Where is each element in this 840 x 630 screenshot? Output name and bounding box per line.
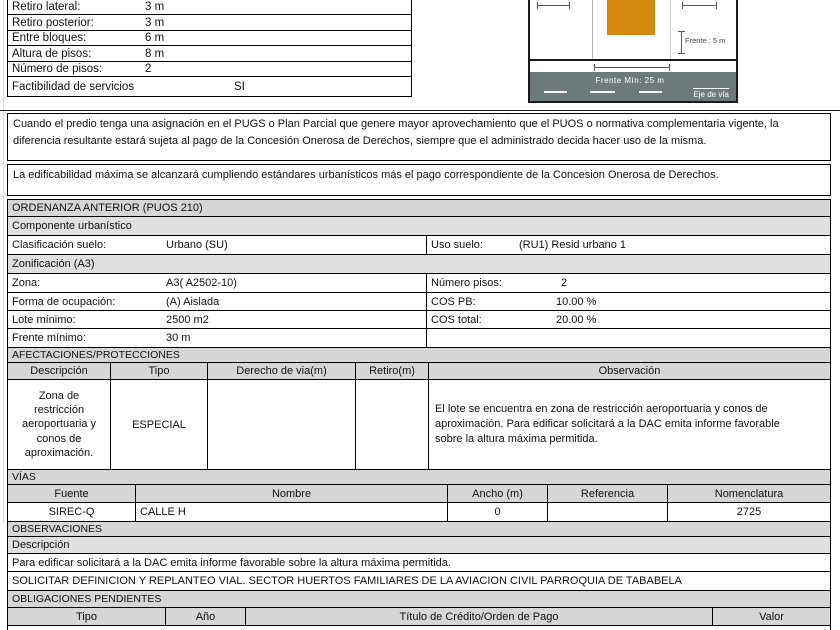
afectaciones-header-row xyxy=(7,362,831,380)
via-nombre: CALLE H xyxy=(136,503,448,521)
observacion-row: Para edificar solicitará a la DAC emita informe favorable sobre la altura máxima permitida. xyxy=(7,553,831,572)
row-label: Retiro posterior: xyxy=(12,16,94,29)
row-lote-costotal xyxy=(7,310,831,329)
uso-value: (RU1) Resid urbano 1 xyxy=(519,239,626,251)
section-header-observaciones: OBSERVACIONES xyxy=(7,521,831,537)
row-value: 6 m xyxy=(145,32,165,44)
row-zona-pisos xyxy=(7,273,831,293)
subsection-zonificacion: Zonificación (A3) xyxy=(7,254,831,274)
row-label: Altura de pisos: xyxy=(12,47,92,60)
table-row xyxy=(7,14,412,31)
row-value: 3 m xyxy=(145,1,165,13)
column-divider xyxy=(426,235,427,255)
afectaciones-data-row xyxy=(7,379,831,470)
obligaciones-empty-row xyxy=(7,625,831,630)
via-referencia xyxy=(548,503,668,521)
afectacion-observacion: El lote se encuentra en zona de restricción aeroportuaria y conos de aproximación. Para edificar solicitará a la DAC emita informe favorable sobre la altura máxima permitida. xyxy=(435,403,780,445)
forma-value: (A) Aislada xyxy=(166,295,220,308)
section-header-ordenanza: ORDENANZA ANTERIOR (PUOS 210) xyxy=(7,199,831,217)
lane-dash xyxy=(544,91,567,93)
column-divider xyxy=(426,328,427,348)
num-pisos-label: Número pisos: xyxy=(431,277,502,289)
table-row xyxy=(7,0,412,15)
subsection-componente: Componente urbanístico xyxy=(7,216,831,236)
row-label: Entre bloques: xyxy=(12,32,87,44)
cos-total-value: 20.00 % xyxy=(556,313,597,326)
clasificacion-value: Urbano (SU) xyxy=(166,239,228,251)
table-row xyxy=(7,61,412,77)
lane-dash xyxy=(639,91,662,93)
building-regulations-table xyxy=(7,0,412,97)
section-header-obligaciones: OBLIGACIONES PENDIENTES xyxy=(7,590,831,608)
section-header-afectaciones: AFECTACIONES/PROTECCIONES xyxy=(7,347,831,363)
afectacion-descripcion: Zona de restricción aeroportuaria y conos de aproximación. xyxy=(8,380,111,469)
zona-value: A3( A2502-10) xyxy=(166,277,237,289)
column-divider xyxy=(426,273,427,293)
subsection-descripcion: Descripción xyxy=(7,536,831,554)
row-frente-minimo xyxy=(7,328,831,348)
uso-label: Uso suelo: xyxy=(431,239,483,251)
lot-diagram xyxy=(528,0,738,103)
frontage-gap xyxy=(530,63,736,72)
eje-de-via-label: Eje de vía xyxy=(693,90,729,99)
building-footprint xyxy=(607,0,655,35)
table-row xyxy=(7,30,412,46)
column-header: Nombre xyxy=(136,485,448,502)
row-label: Retiro lateral: xyxy=(12,1,81,13)
row-value: 8 m xyxy=(145,47,165,60)
frontage-dimension-line xyxy=(594,64,670,71)
road-area xyxy=(530,72,736,101)
via-ancho: 0 xyxy=(448,503,548,521)
afectacion-derecho-via xyxy=(208,380,356,469)
lane-dash xyxy=(590,91,615,93)
cos-total-label: COS total: xyxy=(431,313,482,326)
cos-pb-value: 10.00 % xyxy=(556,295,597,308)
frente-min-label: Frente mínimo: xyxy=(12,332,86,344)
column-header: Referencia xyxy=(548,485,668,502)
column-header: Descripción xyxy=(8,363,111,379)
column-header: Tipo xyxy=(8,608,166,625)
column-header: Ancho (m) xyxy=(448,485,548,502)
column-header: Nomenclatura xyxy=(714,487,784,500)
lot-area xyxy=(530,0,736,61)
table-row xyxy=(7,76,412,97)
via-nomenclatura: 2725 xyxy=(736,506,762,518)
lote-label: Lote mínimo: xyxy=(12,313,76,326)
column-header: Fuente xyxy=(8,485,136,502)
row-forma-cospb xyxy=(7,292,831,311)
row-clasificacion-uso xyxy=(7,235,831,255)
frente-min-label: Frente Mín: 25 m xyxy=(595,76,665,85)
lote-value: 2500 m2 xyxy=(166,313,209,326)
column-header: Derecho de via(m) xyxy=(208,363,356,379)
obligaciones-header-row xyxy=(7,607,831,626)
column-header: Tipo xyxy=(111,363,208,379)
row-label: Número de pisos: xyxy=(12,63,103,75)
edificabilidad-note-paragraph: La edificabilidad máxima se alcanzará cumpliendo estándares urbanísticos más el pago correspondiente de la Concesion Onerosa de Derechos. xyxy=(7,164,831,196)
column-header: Observación xyxy=(598,365,661,377)
column-divider xyxy=(426,292,427,311)
column-header: Año xyxy=(166,608,246,625)
table-row xyxy=(7,45,412,62)
clasificacion-label: Clasificación suelo: xyxy=(12,239,107,251)
column-header: Título de Crédito/Orden de Pago xyxy=(246,608,713,625)
via-fuente: SIREC-Q xyxy=(8,503,136,521)
afectacion-tipo: ESPECIAL xyxy=(111,380,208,469)
frente-min-value: 30 m xyxy=(166,332,191,344)
frente-label: Frente : 5 m xyxy=(685,36,726,45)
retiro-line-right xyxy=(670,0,671,59)
vias-header-row xyxy=(7,484,831,503)
zona-label: Zona: xyxy=(12,277,41,289)
dimension-line-right xyxy=(682,2,717,9)
vias-data-row xyxy=(7,502,831,522)
section-header-vias: VÍAS xyxy=(7,469,831,485)
observacion-row: SOLICITAR DEFINICION Y REPLANTEO VIAL. SECTOR HUERTOS FAMILIARES DE LA AVIACION CIVIL PARROQUIA DE TABABELA xyxy=(7,571,831,591)
column-header: Retiro(m) xyxy=(356,363,429,379)
page-edge-line xyxy=(3,0,4,523)
column-divider xyxy=(426,310,427,329)
row-value: 3 m xyxy=(145,16,165,29)
forma-label: Forma de ocupación: xyxy=(12,295,116,308)
top-section-divider xyxy=(0,110,840,111)
dimension-line-left xyxy=(537,2,570,9)
row-value: SI xyxy=(234,80,245,93)
frente-dimension-bracket xyxy=(678,31,685,54)
afectacion-retiro xyxy=(356,380,429,469)
pugs-note-paragraph: Cuando el predio tenga una asignación en el PUGS o Plan Parcial que genere mayor aprovechamiento que el PUOS o normativa complementaria vigente, la diferencia resultante estará sujeta al pago de la Concesión Onerosa de Derechos, siempre que el administrado decida hacer uso de la misma. xyxy=(7,113,831,161)
row-label: Factibilidad de servicios xyxy=(12,80,135,93)
retiro-line-left xyxy=(592,0,593,59)
num-pisos-value: 2 xyxy=(561,277,568,289)
column-header: Valor xyxy=(759,610,784,623)
row-value: 2 xyxy=(145,63,152,75)
cos-pb-label: COS PB: xyxy=(431,295,476,308)
